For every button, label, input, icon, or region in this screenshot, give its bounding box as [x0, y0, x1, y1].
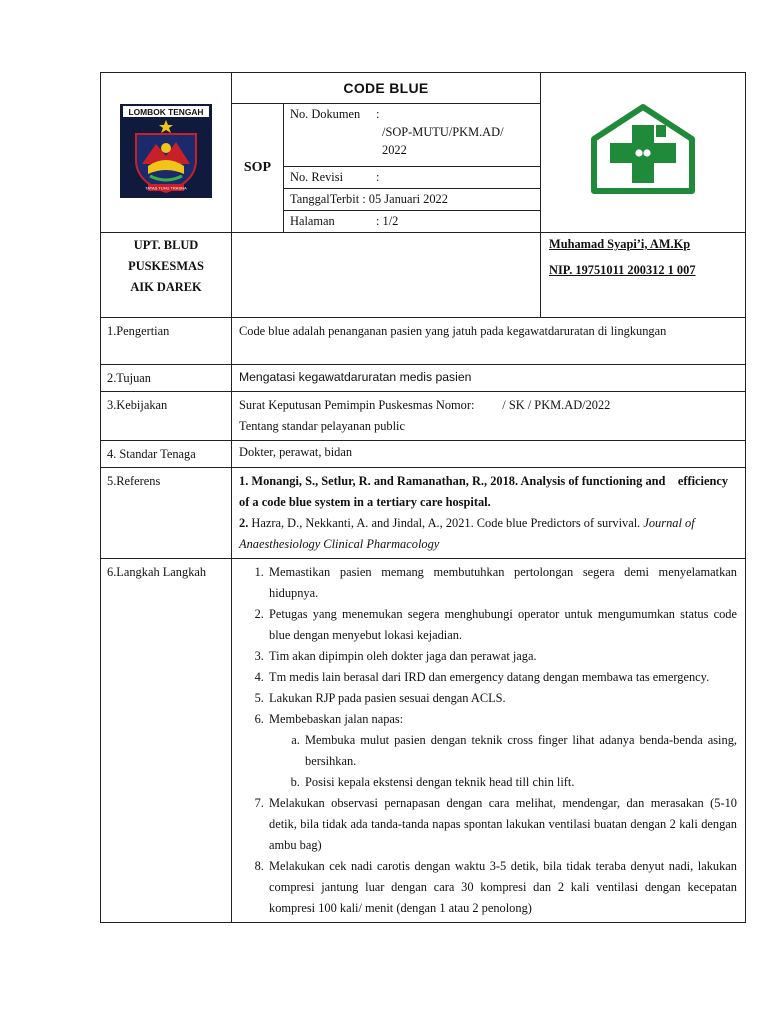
referens-cell [232, 468, 746, 559]
substep-item: b. Posisi kepala ekstensi dengan teknik head till chin lift. [303, 772, 737, 793]
kebijakan-cell [232, 392, 746, 441]
issue-date-value: : 05 Januari 2022 [362, 192, 448, 206]
doc-number-label: No. Dokumen [290, 107, 361, 121]
signer-name: Muhamad Syapi’i, AM.Kp [549, 237, 691, 251]
doc-number-row [284, 104, 540, 167]
document-meta-table [284, 104, 540, 232]
lombok-tengah-emblem-icon [120, 104, 212, 198]
issue-date-row [284, 189, 540, 211]
page-row [284, 211, 540, 233]
tujuan-text: Mengatasi kegawatdaruratan medis pasien [232, 365, 746, 392]
step-item: 5. Lakukan RJP pada pasien sesuai dengan ACLS. [267, 688, 737, 709]
reference-2-number: 2. [239, 516, 249, 530]
standar-tenaga-text: Dokter, perawat, bidan [232, 441, 746, 468]
referens-label: 5.Referens [101, 468, 232, 559]
step-item: 2. Petugas yang menemukan segera menghubungi operator untuk mengumumkan status code blue dengan menyebut lokasi kejadian. [267, 604, 737, 646]
langkah-cell [232, 559, 746, 923]
tujuan-label: 2.Tujuan [101, 365, 232, 392]
logo-region-text: LOMBOK TENGAH [128, 106, 204, 117]
page-value: : 1/2 [376, 214, 399, 228]
standar-tenaga-label: 4. Standar Tenaga [101, 441, 232, 468]
reference-1: 1. Monangi, S., Setlur, R. and Ramanathan, R., 2018. Analysis of functioning and efficiency of a code blue system in a tertiary care hospital. [239, 474, 732, 509]
step-item: 7. Melakukan observasi pernapasan dengan cara melihat, mendengar, dan merasakan (5-10 detik, bila tidak ada tanda-tanda napas spontan lakukan ventilasi buatan dengan 2 kali dengan ambu bag) [267, 793, 737, 856]
step-item: 4. Tm medis lain berasal dari IRD dan emergency datang dengan membawa tas emergency. [267, 667, 737, 688]
revision-row [284, 167, 540, 189]
substeps-list [269, 730, 737, 793]
logo-motto-text: TATAS TUHU TRASNA [145, 185, 187, 191]
steps-list [239, 562, 737, 919]
unit-line-1: UPT. BLUD [133, 238, 199, 252]
step-item: 1. Memastikan pasien memang membutuhkan pertolongan segera demi menyelamatkan hidupnya. [267, 562, 737, 604]
signature-cell [541, 233, 746, 318]
pengertian-label: 1.Pengertian [101, 318, 232, 365]
unit-name-cell [101, 233, 232, 318]
issue-date-label: TanggalTerbit [290, 192, 360, 206]
unit-line-2: PUSKESMAS [128, 259, 204, 273]
doc-number-value-1: /SOP-MUTU/PKM.AD/ [382, 125, 504, 139]
lombok-tengah-logo-cell [101, 73, 232, 233]
reference-2-journal: Journal of Anaesthesiology Clinical Pharmacology [239, 516, 695, 551]
reference-2 [239, 513, 737, 555]
step-item: 3. Tim akan dipimpin oleh dokter jaga dan perawat jaga. [267, 646, 737, 667]
langkah-label: 6.Langkah Langkah [101, 559, 232, 923]
signer-nip: NIP. 19751011 200312 1 007 [549, 263, 696, 277]
substep-item: a. Membuka mulut pasien dengan teknik cross finger lihat adanya benda-benda asing, bersihkan. [303, 730, 737, 772]
step-item-airway [267, 709, 737, 793]
step-item-airway-text: Membebaskan jalan napas: [269, 712, 404, 726]
step-item: 8. Melakukan cek nadi carotis dengan waktu 3-5 detik, bila tidak teraba denyut nadi, lakukan compresi jantung luar dengan cara 30 kompresi dan 2 kali ventilasi dengan kecepatan kompresi 100 kali/ menit (dengan 1 atau 2 penolong) [267, 856, 737, 919]
unit-blank-cell [232, 233, 541, 318]
doc-number-sep: : [376, 107, 380, 121]
revision-value: : [376, 170, 380, 184]
kebijakan-label: 3.Kebijakan [101, 392, 232, 441]
unit-line-3: AIK DAREK [130, 280, 202, 294]
puskesmas-logo-cell [541, 73, 746, 233]
puskesmas-cross-logo-icon [588, 103, 698, 199]
document-meta-cell [284, 104, 541, 233]
kebijakan-line-1: Surat Keputusan Pemimpin Puskesmas Nomor: / SK / PKM.AD/2022 [239, 398, 611, 412]
kebijakan-line-2: Tentang standar pelayanan public [239, 419, 405, 433]
sop-document [100, 72, 745, 923]
reference-2-text: Hazra, D., Nekkanti, A. and Jindal, A., 2021. Code blue Predictors of survival. [248, 516, 644, 530]
sop-label: SOP [232, 104, 284, 233]
sop-table [100, 72, 746, 923]
revision-label: No. Revisi [290, 170, 344, 184]
document-title: CODE BLUE [232, 73, 541, 104]
page-label: Halaman [290, 214, 335, 228]
doc-number-value-2: 2022 [382, 143, 407, 157]
pengertian-text: Code blue adalah penanganan pasien yang jatuh pada kegawatdaruratan di lingkungan [232, 318, 746, 365]
